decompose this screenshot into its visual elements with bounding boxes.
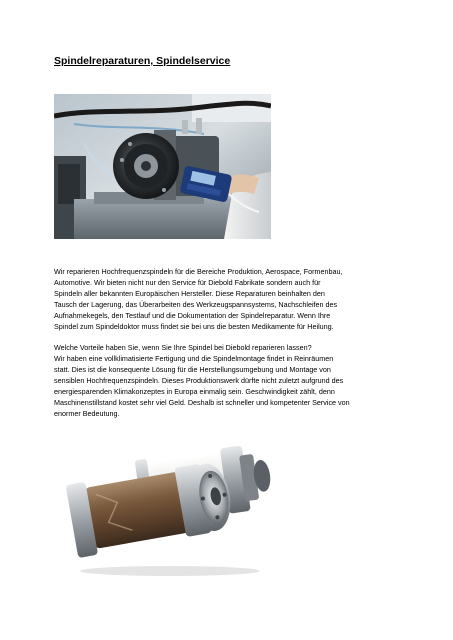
spindle-test-bench-photo bbox=[54, 94, 271, 239]
text-line: Maschinenstillstand kostet sehr viel Geld. Deshalb ist schneller und kompetenter Service von bbox=[54, 398, 350, 407]
page-title: Spindelreparaturen, Spindelservice bbox=[54, 55, 231, 67]
text-line: Spindeln aller bekannten Europäischen Hersteller. Diese Reparaturen beinhalten den bbox=[54, 289, 325, 298]
text-line: Wir reparieren Hochfrequenzspindeln für die Bereiche Produktion, Aerospace, Formenbau, bbox=[54, 267, 343, 276]
text-line: Spindel zum Spindeldoktor muss findet sie bei uns die besten Medikamente für Heilung. bbox=[54, 322, 334, 331]
text-line: energiesparenden Klimakonzeptes in Europa einmalig sein. Geschwindigkeit zählt, denn bbox=[54, 387, 335, 396]
text-line: Automotive. Wir bieten nicht nur den Service für Diebold Fabrikate sondern auch für bbox=[54, 278, 321, 287]
text-line: Tausch der Lagerung, das Überarbeiten des Werkzeugspannsystems, Nachschleifen des bbox=[54, 300, 338, 309]
text-line: Wir haben eine vollklimatisierte Fertigung und die Spindelmontage findet in Reinräumen bbox=[54, 354, 334, 363]
text-line: sensiblen Hochfrequenzspindeln. Dieses Produktionswerk dürfte nicht zuletzt aufgrund des bbox=[54, 376, 344, 385]
paragraph-advantages bbox=[54, 342, 406, 419]
text-line: enormer Bedeutung. bbox=[54, 409, 120, 418]
text-line: Aufnahmekegels, den Testlauf und die Dokumentation der Spindelreparatur. Wenn Ihre bbox=[54, 311, 331, 320]
text-line: statt. Dies ist die konsequente Lösung für die Herstellungsumgebung und Montage von bbox=[54, 365, 331, 374]
paragraph-repair-services bbox=[54, 266, 406, 332]
two-spindles-photo bbox=[60, 435, 278, 580]
text-line: Welche Vorteile haben Sie, wenn Sie Ihre Spindel bei Diebold reparieren lassen? bbox=[54, 343, 312, 352]
